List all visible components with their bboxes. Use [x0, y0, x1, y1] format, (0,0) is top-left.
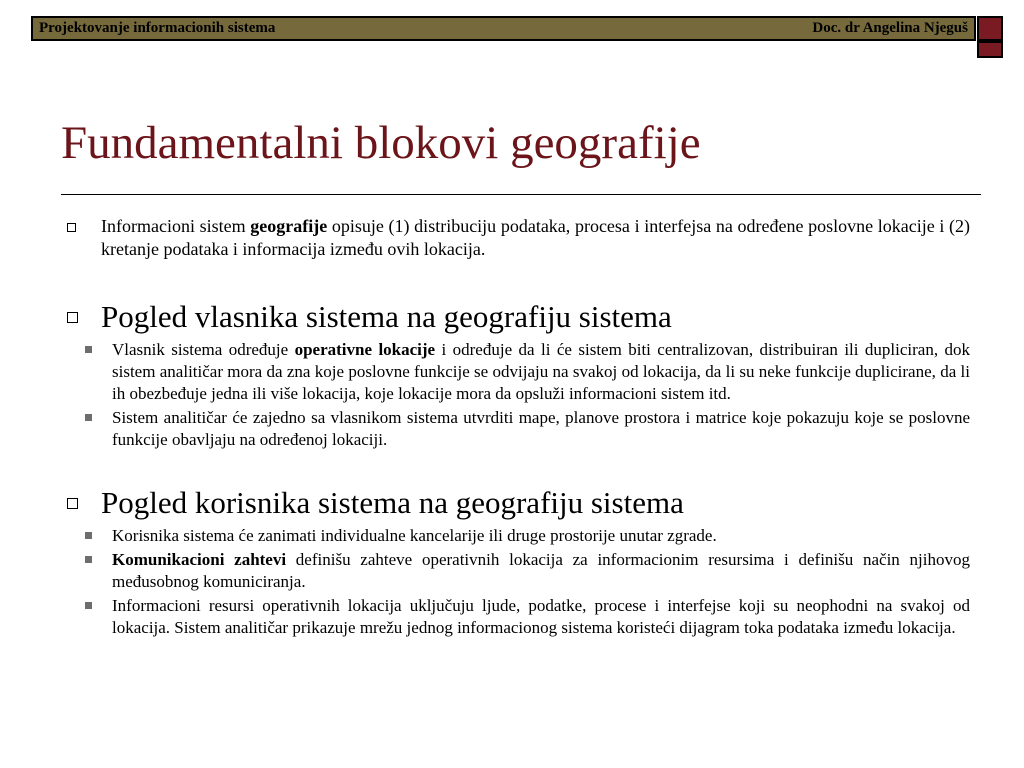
intro-bullet — [67, 215, 970, 261]
section-user — [67, 485, 970, 521]
section-user-heading: Pogled korisnika sistema na geografiju sistema — [101, 485, 684, 520]
header-bar — [31, 16, 976, 41]
header-decor-square — [977, 41, 1003, 58]
filled-square-bullet-icon — [85, 556, 92, 563]
list-item: Korisnika sistema će zanimati individualne kancelarije ili druge prostorije unutar zgrade. — [33, 525, 970, 547]
intro-text: Informacioni sistem geografije opisuje (1) distribuciju podataka, procesa i interfejsa na određene poslovne lokacije i (2) kretanje podataka i informacija između ovih lokacija. — [101, 216, 970, 259]
list-item: Informacioni resursi operativnih lokacija uključuju ljude, podatke, procese i interfejse koji su neophodni na svakoj od lokacija. Sistem analitičar prikazuje mrežu jednog informacionog sistema koristeći dijagram toka podataka između lokacija. — [33, 595, 970, 639]
slide-title: Fundamentalni blokovi geografije — [61, 117, 701, 169]
list-item: Sistem analitičar će zajedno sa vlasnikom sistema utvrditi mape, planove prostora i matrice koje pokazuju koje se poslovne funkcije obavljaju na određenoj lokaciji. — [33, 407, 970, 451]
course-title: Projektovanje informacionih sistema — [39, 20, 276, 36]
section-owner-heading: Pogled vlasnika sistema na geografiju sistema — [101, 299, 672, 334]
filled-square-bullet-icon — [85, 346, 92, 353]
slide-content — [67, 215, 970, 641]
hollow-square-bullet-icon — [67, 312, 78, 323]
author-name: Doc. dr Angelina Njeguš — [812, 20, 968, 36]
title-divider — [61, 194, 981, 195]
header-decor-square — [977, 16, 1003, 41]
filled-square-bullet-icon — [85, 414, 92, 421]
hollow-square-bullet-icon — [67, 498, 78, 509]
filled-square-bullet-icon — [85, 532, 92, 539]
list-item: Vlasnik sistema određuje operativne lokacije i određuje da li će sistem biti centralizovan, distribuiran ili dupliciran, dok sistem analitičar mora da zna koje poslovne funkcije se odvijaju na svakoj od lokacija, da li su neke funkcije duplicirane, da li ih obezbeđuje jedna ili više lokacija, koje lokacije mora da opsluži informacioni sistem itd. — [33, 339, 970, 405]
list-item: Komunikacioni zahtevi definišu zahteve operativnih lokacija za informacionim resursima i definišu način njihovog međusobnog komuniciranja. — [33, 549, 970, 593]
hollow-square-bullet-icon — [67, 223, 76, 232]
section-owner — [67, 299, 970, 335]
filled-square-bullet-icon — [85, 602, 92, 609]
